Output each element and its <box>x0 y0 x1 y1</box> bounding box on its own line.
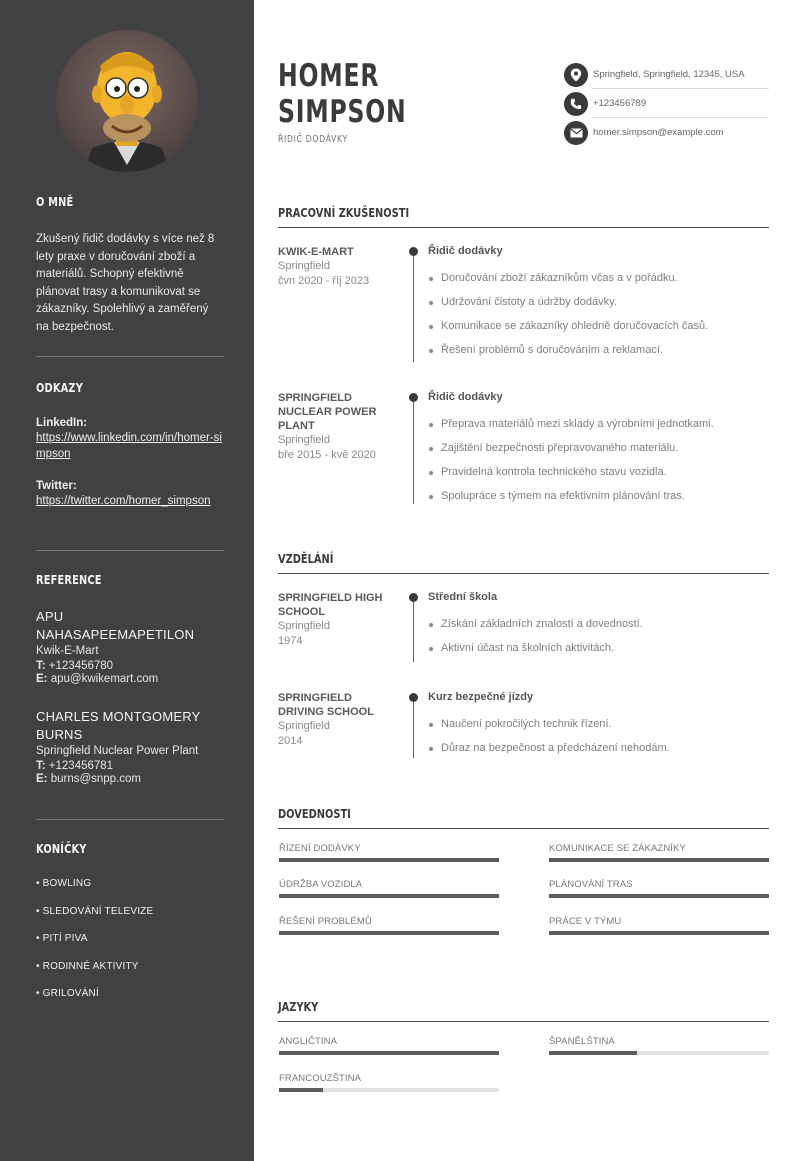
skill-bar <box>549 858 769 862</box>
reference-name: CHARLES MONTGOMERY BURNS <box>36 709 201 742</box>
language-item <box>279 1036 499 1055</box>
degree-title: Střední škola <box>428 591 498 603</box>
skill-name: ŘEŠENÍ PROBLÉMŮ <box>279 916 372 927</box>
experience-meta <box>278 391 398 462</box>
skill-bar <box>279 858 499 862</box>
skill-item <box>549 843 769 862</box>
email-value: burns@snpp.com <box>50 773 142 785</box>
experience-meta <box>278 245 398 288</box>
education-title: VZDĚLÁNÍ <box>278 552 334 566</box>
school-year: 2014 <box>278 734 303 747</box>
skill-item <box>549 916 769 935</box>
skill-name: ŘÍZENÍ DODÁVKY <box>279 843 361 854</box>
reference-name: APU NAHASAPEEMAPETILON <box>36 609 195 642</box>
avatar <box>56 30 198 172</box>
reference-section <box>36 573 224 587</box>
phone-value: +123456780 <box>48 660 114 672</box>
languages-title: JAZYKY <box>278 1000 319 1014</box>
hobbies-list <box>36 878 224 1016</box>
language-name: ANGLIČTINA <box>279 1036 338 1047</box>
twitter-link[interactable]: https://twitter.com/homer_simpson <box>36 495 211 507</box>
timeline-dot <box>409 247 418 256</box>
education-meta <box>278 591 398 648</box>
sidebar-divider <box>36 356 224 357</box>
skill-item <box>279 843 499 862</box>
language-bar-fill <box>279 1051 499 1055</box>
hobby-item: • BOWLING <box>36 878 92 889</box>
linkedin-link[interactable]: https://www.linkedin.com/in/homer-simpson <box>36 432 222 460</box>
contact-address <box>564 60 769 89</box>
email-label: E: <box>36 673 48 685</box>
education-details <box>428 618 643 666</box>
skill-bar <box>549 931 769 935</box>
name-first: HOMER <box>278 58 380 94</box>
about-title: O MNĚ <box>36 195 74 209</box>
twitter-block <box>36 480 224 509</box>
timeline-dot <box>409 593 418 602</box>
employer-name: SPRINGFIELD NUCLEAR POWER PLANT <box>278 392 377 432</box>
skill-bar-fill <box>279 858 499 862</box>
school-name: SPRINGFIELD DRIVING SCHOOL <box>278 692 374 718</box>
job-role: ŘIDIČ DODÁVKY <box>278 134 348 145</box>
section-divider <box>278 828 769 829</box>
position-title: Řidič dodávky <box>428 245 503 257</box>
language-item <box>549 1036 769 1055</box>
reference-email <box>36 773 224 785</box>
about-section <box>36 195 224 209</box>
links-title: ODKAZY <box>36 381 84 395</box>
duty-item: Spolupráce s týmem na efektivním plánování tras. <box>428 490 714 514</box>
reference-company: Kwik-E-Mart <box>36 645 99 657</box>
hobby-item: • PITÍ PIVA <box>36 933 88 944</box>
skill-item <box>279 879 499 898</box>
employment-dates: čvn 2020 - říj 2023 <box>278 274 370 287</box>
reference-phone <box>36 760 224 772</box>
twitter-label: Twitter: <box>36 480 77 492</box>
skill-bar-fill <box>279 931 499 935</box>
envelope-icon <box>564 121 588 145</box>
sidebar-divider <box>36 819 224 820</box>
hobby-item: • RODINNÉ AKTIVITY <box>36 960 139 972</box>
timeline-line <box>413 698 414 758</box>
timeline-line <box>413 398 414 504</box>
portrait-illustration <box>56 30 198 172</box>
employer-name: KWIK-E-MART <box>278 246 354 258</box>
skill-item <box>279 916 499 935</box>
school-location: Springfield <box>278 720 330 732</box>
language-bar-fill <box>279 1088 323 1092</box>
degree-title: Kurz bezpečné jízdy <box>428 691 534 703</box>
linkedin-block <box>36 417 224 462</box>
duty-item: Přeprava materiálů mezi sklady a výrobními jednotkami. <box>428 418 714 442</box>
duty-item: Pravidelná kontrola technického stavu vozidla. <box>428 466 714 490</box>
section-divider <box>278 1021 769 1022</box>
candidate-name <box>278 58 406 130</box>
timeline-line <box>413 598 414 662</box>
skill-name: PRÁCE V TÝMU <box>549 916 622 927</box>
hobbies-title: KONÍČKY <box>36 842 87 856</box>
employer-location: Springfield <box>278 434 330 446</box>
phone-label: T: <box>36 660 46 672</box>
language-bar <box>279 1051 499 1055</box>
education-details <box>428 718 670 766</box>
reference-title: REFERENCE <box>36 573 102 587</box>
phone-value: +123456781 <box>48 760 114 772</box>
skills-title: DOVEDNOSTI <box>278 807 351 821</box>
about-text: Zkušený řidič dodávky s více než 8 lety praxe v doručování zboží a materiálů. Schopný efektivně plánovat trasy a komunikovat se zákazníky. Spolehlivý a zaměřený na bezpečnost. <box>36 233 215 333</box>
reference-item <box>36 608 224 685</box>
skill-bar-fill <box>549 931 769 935</box>
skill-name: PLÁNOVÁNÍ TRAS <box>549 879 633 890</box>
sidebar-divider <box>36 550 224 551</box>
duties-list <box>428 272 708 368</box>
skill-name: KOMUNIKACE SE ZÁKAZNÍKY <box>549 843 686 854</box>
employment-dates: bře 2015 - kvě 2020 <box>278 448 376 461</box>
reference-company: Springfield Nuclear Power Plant <box>36 745 199 757</box>
language-name: ŠPANĚLŠTINA <box>549 1036 615 1047</box>
school-name: SPRINGFIELD HIGH SCHOOL <box>278 592 383 618</box>
duty-item: Řešení problémů s doručováním a reklamací. <box>428 344 708 368</box>
detail-item: Získání základních znalostí a dovedností. <box>428 618 643 642</box>
name-last: SIMPSON <box>278 94 407 130</box>
phone-text: +123456789 <box>593 98 647 109</box>
language-name: FRANCOUZŠTINA <box>279 1073 362 1084</box>
detail-item: Naučení pokročilých technik řízení. <box>428 718 670 742</box>
phone-label: T: <box>36 760 46 772</box>
language-bar <box>549 1051 769 1055</box>
duty-item: Udržování čistoty a údržby dodávky. <box>428 296 708 320</box>
phone-icon <box>564 92 588 116</box>
section-divider <box>278 227 769 228</box>
language-item <box>279 1073 499 1092</box>
sidebar <box>0 0 254 1161</box>
school-location: Springfield <box>278 620 330 632</box>
hobbies-section <box>36 842 224 856</box>
reference-item <box>36 708 224 785</box>
employer-location: Springfield <box>278 260 330 272</box>
reference-email <box>36 673 224 685</box>
email-label: E: <box>36 773 48 785</box>
skill-bar <box>549 894 769 898</box>
skill-bar-fill <box>549 894 769 898</box>
links-section <box>36 381 224 395</box>
email-text: homer.simpson@example.com <box>593 127 724 138</box>
detail-item: Aktivní účast na školních aktivitách. <box>428 642 643 666</box>
language-bar <box>279 1088 499 1092</box>
hobby-item: • SLEDOVÁNÍ TELEVIZE <box>36 905 154 917</box>
experience-title: PRACOVNÍ ZKUŠENOSTI <box>278 206 410 220</box>
hobby-item: • GRILOVÁNÍ <box>36 988 99 999</box>
duty-item: Doručování zboží zákazníkům včas a v pořádku. <box>428 272 708 296</box>
skill-bar <box>279 931 499 935</box>
skill-bar <box>279 894 499 898</box>
skill-bar-fill <box>279 894 499 898</box>
skill-item <box>549 879 769 898</box>
section-divider <box>278 573 769 574</box>
email-value: apu@kwikemart.com <box>50 673 159 685</box>
school-year: 1974 <box>278 634 303 647</box>
timeline-dot <box>409 693 418 702</box>
skill-name: ÚDRŽBA VOZIDLA <box>279 879 363 890</box>
position-title: Řidič dodávky <box>428 391 503 403</box>
contact-phone <box>564 89 769 118</box>
language-bar-fill <box>549 1051 637 1055</box>
duties-list <box>428 418 714 514</box>
timeline-line <box>413 252 414 362</box>
duty-item: Komunikace se zákazníky ohledně doručovacích časů. <box>428 320 708 344</box>
linkedin-label: LinkedIn: <box>36 417 88 429</box>
timeline-dot <box>409 393 418 402</box>
location-pin-icon <box>564 63 588 87</box>
address-text: Springfield, Springfield, 12345, USA <box>593 69 745 80</box>
reference-phone <box>36 660 224 672</box>
duty-item: Zajištění bezpečnosti přepravovaného materiálu. <box>428 442 714 466</box>
contact-email <box>564 118 769 147</box>
detail-item: Důraz na bezpečnost a předcházení nehodám. <box>428 742 670 766</box>
skill-bar-fill <box>549 858 769 862</box>
education-meta <box>278 691 398 748</box>
